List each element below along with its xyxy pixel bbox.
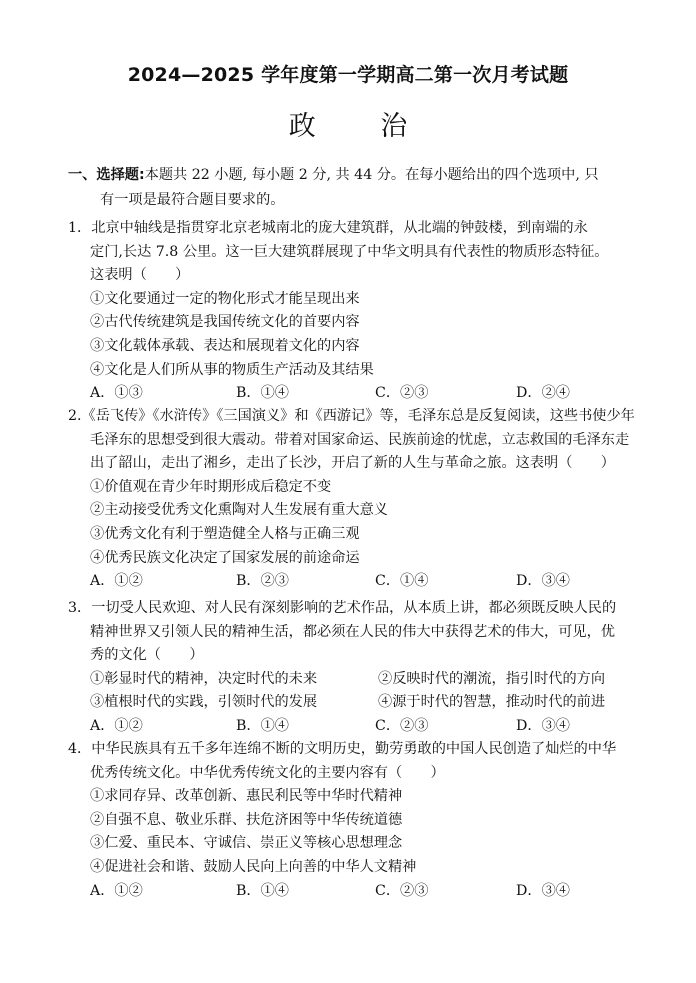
question-stem-line: 2.《岳飞传》《水浒传》《三国演义》和《西游记》等，毛泽东总是反复阅读，这些书使少年 — [68, 408, 635, 424]
question-stem-line: 精神世界又引领人民的精神生活，都必须在人民的伟大中获得艺术的伟大，可见，优 — [90, 623, 615, 640]
section-instruction-line1: 本题共 22 小题, 每小题 2 分, 共 44 分。在每小题给出的四个选项中, 只 — [144, 167, 599, 183]
answer-choice-b[interactable]: B．①④ — [236, 717, 289, 734]
question-2 — [68, 405, 638, 594]
exam-title: 2024—2025 学年度第一学期高二第一次月考试题 — [127, 64, 569, 86]
question-option: ③植根时代的实践，引领时代的发展 — [90, 694, 318, 711]
answer-choice-c[interactable]: C．①④ — [375, 573, 429, 590]
question-option: ②自强不息、敬业乐群、扶危济困等中华传统道德 — [90, 811, 403, 828]
answer-choice-a[interactable]: A．①③ — [90, 385, 143, 402]
question-option: ①求同存异、改革创新、惠民利民等中华时代精神 — [90, 788, 403, 805]
section-instructions — [68, 163, 636, 213]
question-option: ③优秀文化有利于塑造健全人格与正确三观 — [90, 525, 360, 542]
question-stem-line: 毛泽东的思想受到很大震动。带着对国家命运、民族前途的忧虑，立志救国的毛泽东走 — [90, 431, 630, 448]
question-stem-line: 秀的文化（ ） — [90, 647, 204, 664]
answer-choices — [68, 382, 638, 406]
question-option: ①彰显时代的精神，决定时代的未来 — [90, 670, 318, 687]
subject-title: 政 治 — [288, 111, 436, 142]
question-stem-line: 出了韶山，走出了湘乡，走出了长沙，开启了新的人生与革命之旅。这表明（ ） — [90, 455, 615, 472]
answer-choice-b[interactable]: B．②③ — [236, 573, 289, 590]
question-option: ②主动接受优秀文化熏陶对人生发展有重大意义 — [90, 502, 388, 519]
question-stem-line: 4．中华民族具有五千多年连绵不断的文明历史，勤劳勇敢的中国人民创造了灿烂的中华 — [68, 741, 617, 757]
question-3 — [68, 597, 638, 739]
answer-choice-d[interactable]: D．③④ — [516, 573, 570, 590]
section-instruction-line2: 有一项是最符合题目要求的。 — [100, 192, 285, 208]
answer-choice-c[interactable]: C．②③ — [375, 882, 429, 899]
question-1 — [68, 217, 638, 406]
question-option: ④优秀民族文化决定了国家发展的前途命运 — [90, 549, 360, 566]
question-option: ②反映时代的潮流，指引时代的方向 — [378, 670, 606, 687]
answer-choice-c[interactable]: C．②③ — [375, 717, 429, 734]
question-stem-line: 3．一切受人民欢迎、对人民有深刻影响的艺术作品，从本质上讲，都必须既反映人民的 — [68, 600, 617, 616]
answer-choices — [68, 715, 638, 739]
answer-choices — [68, 570, 638, 594]
question-option: ③仁爱、重民本、守诚信、崇正义等核心思想理念 — [90, 835, 403, 852]
option-pair-row — [68, 668, 638, 692]
question-stem-line: 优秀传统文化。中华优秀传统文化的主要内容有（ ） — [90, 764, 445, 781]
answer-choice-b[interactable]: B．①④ — [236, 882, 289, 899]
question-option: ①文化要通过一定的物化形式才能呈现出来 — [90, 290, 360, 307]
question-option: ②古代传统建筑是我国传统文化的首要内容 — [90, 314, 360, 331]
question-stem-line: 1．北京中轴线是指贯穿北京老城南北的庞大建筑群，从北端的钟鼓楼，到南端的永 — [68, 220, 588, 236]
question-option: ③文化载体承载、表达和展现着文化的内容 — [90, 337, 360, 354]
question-option: ④促进社会和谐、鼓励人民向上向善的中华人文精神 — [90, 858, 417, 875]
answer-choice-b[interactable]: B．①④ — [236, 385, 289, 402]
section-heading: 一、选择题: — [68, 167, 145, 183]
question-4 — [68, 738, 638, 903]
answer-choice-d[interactable]: D．②④ — [516, 385, 570, 402]
answer-choices — [68, 880, 638, 904]
answer-choice-c[interactable]: C．②③ — [375, 385, 429, 402]
answer-choice-a[interactable]: A．①② — [90, 573, 143, 590]
answer-choice-a[interactable]: A．①② — [90, 882, 143, 899]
question-stem-line: 这表明（ ） — [90, 267, 190, 284]
question-option: ④源于时代的智慧，推动时代的前进 — [378, 694, 606, 711]
answer-choice-d[interactable]: D．③④ — [516, 882, 570, 899]
answer-choice-a[interactable]: A．①② — [90, 717, 143, 734]
option-pair-row — [68, 691, 638, 715]
answer-choice-d[interactable]: D．③④ — [516, 717, 570, 734]
question-option: ④文化是人们所从事的物质生产活动及其结果 — [90, 361, 374, 378]
question-stem-line: 定门,长达 7.8 公里。这一巨大建筑群展现了中华文明具有代表性的物质形态特征。 — [90, 243, 609, 260]
question-option: ①价值观在青少年时期形成后稳定不变 — [90, 478, 332, 495]
